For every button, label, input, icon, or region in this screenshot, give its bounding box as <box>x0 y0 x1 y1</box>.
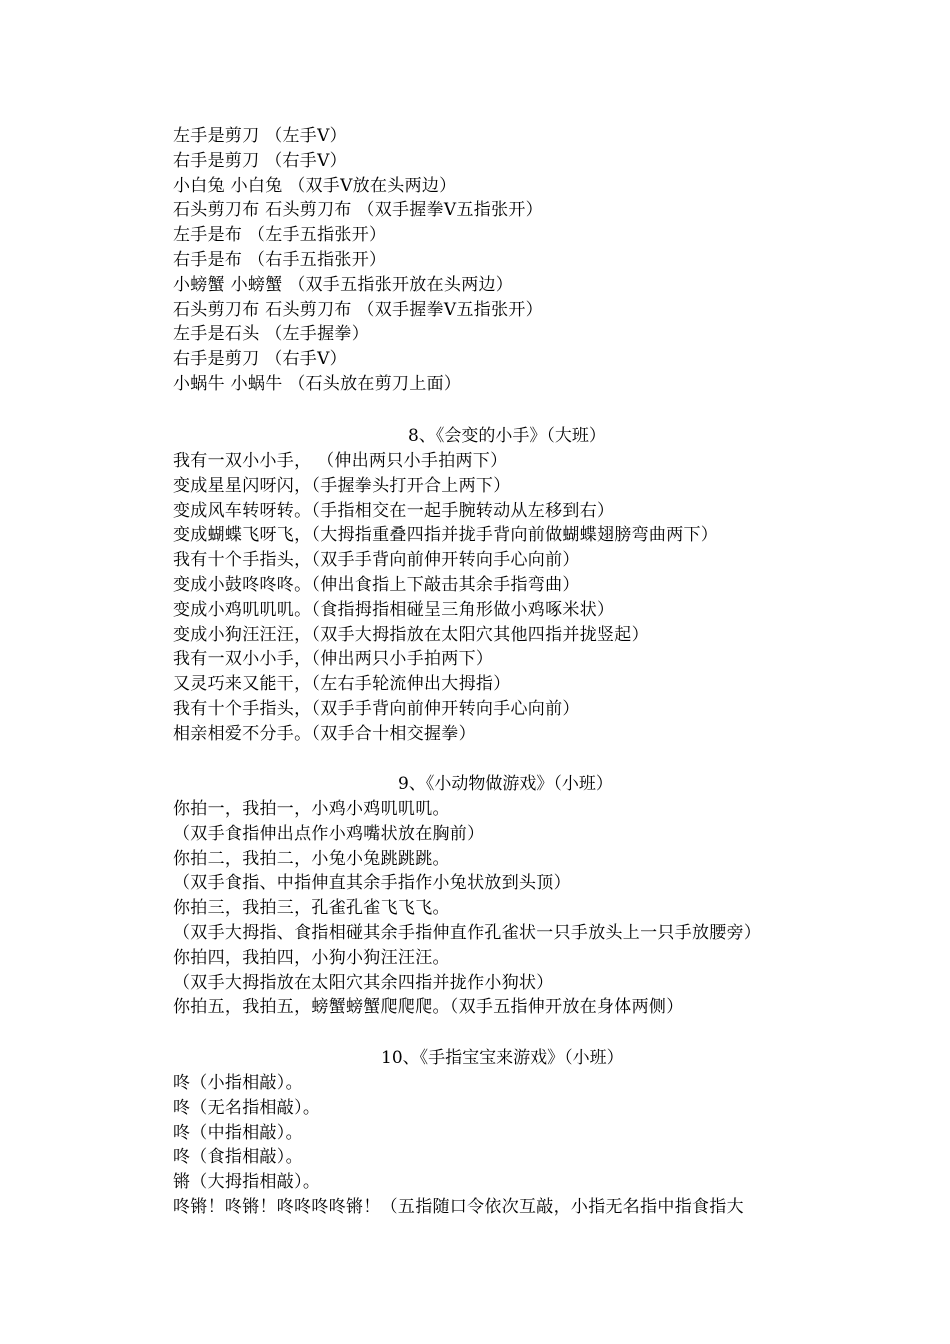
rhyme-line: （双手食指、中指伸直其余手指作小兔状放到头顶） <box>173 873 571 894</box>
rhyme-line: 小螃蟹 小螃蟹 （双手五指张开放在头两边） <box>173 274 514 295</box>
rhyme-line: 相亲相爱不分手。（双手合十相交握拳） <box>173 723 476 744</box>
rhyme-line: （双手大拇指、食指相碰其余手指伸直作孔雀状一只手放头上一只手放腰旁） <box>173 922 762 943</box>
rhyme-line: 又灵巧来又能干，（左右手轮流伸出大拇指） <box>173 674 511 695</box>
rhyme-line: 咚（中指相敲）。 <box>173 1122 303 1143</box>
rhyme-line: （双手食指伸出点作小鸡嘴状放在胸前） <box>173 823 485 844</box>
rhyme-line: 你拍五，我拍五，螃蟹螃蟹爬爬爬。（双手五指伸开放在身体两侧） <box>173 997 684 1018</box>
rhyme-line: 变成风车转呀转。（手指相交在一起手腕转动从左移到右） <box>173 500 615 521</box>
rhyme-line: 变成小狗汪汪汪，（双手大拇指放在太阳穴其他四指并拢竖起） <box>173 624 649 645</box>
section-heading-10: 10、《手指宝宝来游戏》（小班） <box>381 1048 624 1068</box>
rhyme-line: 咚锵！咚锵！咚咚咚咚锵！（五指随口令依次互敲，小指无名指中指食指大 <box>173 1196 744 1217</box>
rhyme-line: 右手是剪刀 （右手V） <box>173 349 347 370</box>
rhyme-line: 左手是布 （左手五指张开） <box>173 225 387 246</box>
rhyme-line: 我有一双小小手，（伸出两只小手拍两下） <box>173 649 494 670</box>
rhyme-line: 咚（食指相敲）。 <box>173 1147 303 1168</box>
rhyme-line: 变成小鼓咚咚咚。（伸出食指上下敲击其余手指弯曲） <box>173 574 580 595</box>
rhyme-line: 我有十个手指头，（双手手背向前伸开转向手心向前） <box>173 550 580 571</box>
rhyme-scissors-rock-paper <box>173 124 823 397</box>
rhyme-line: 咚（无名指相敲）。 <box>173 1097 321 1118</box>
rhyme-finger-babies <box>173 1071 823 1220</box>
rhyme-changing-hands <box>173 449 823 747</box>
rhyme-line: 我有十个手指头，（双手手背向前伸开转向手心向前） <box>173 698 580 719</box>
rhyme-line: 变成蝴蝶飞呀飞，（大拇指重叠四指并拢手背向前做蝴蝶翅膀弯曲两下） <box>173 525 719 546</box>
rhyme-line: 你拍二，我拍二，小兔小兔跳跳跳。 <box>173 848 450 869</box>
rhyme-line: 左手是石头 （左手握拳） <box>173 324 370 345</box>
rhyme-line: 你拍一，我拍一，小鸡小鸡叽叽叽。 <box>173 799 450 819</box>
rhyme-line: 你拍四，我拍四，小狗小狗汪汪汪。 <box>173 947 450 968</box>
rhyme-line: 你拍三，我拍三，孔雀孔雀飞飞飞。 <box>173 898 450 919</box>
rhyme-line: 我有一双小小手， （伸出两只小手拍两下） <box>173 451 508 471</box>
rhyme-line: 左手是剪刀 （左手V） <box>173 126 347 146</box>
rhyme-line: 咚（小指相敲）。 <box>173 1073 303 1093</box>
rhyme-line: （双手大拇指放在太阳穴其余四指并拢作小狗状） <box>173 972 554 993</box>
rhyme-line: 变成小鸡叽叽叽。（食指拇指相碰呈三角形做小鸡啄米状） <box>173 599 615 620</box>
rhyme-line: 锵（大拇指相敲）。 <box>173 1172 321 1193</box>
rhyme-line: 小蜗牛 小蜗牛 （石头放在剪刀上面） <box>173 373 462 394</box>
rhyme-line: 石头剪刀布 石头剪刀布 （双手握拳V五指张开） <box>173 299 543 320</box>
rhyme-line: 变成星星闪呀闪，（手握拳头打开合上两下） <box>173 475 511 496</box>
rhyme-line: 石头剪刀布 石头剪刀布 （双手握拳V五指张开） <box>173 200 543 221</box>
rhyme-line: 右手是布 （右手五指张开） <box>173 249 387 270</box>
rhyme-animals-play <box>173 797 823 1020</box>
rhyme-line: 小白兔 小白兔 （双手V放在头两边） <box>173 175 457 196</box>
rhyme-line: 右手是剪刀 （右手V） <box>173 150 347 171</box>
section-heading-8: 8、《会变的小手》（大班） <box>408 426 606 446</box>
section-heading-9: 9、《小动物做游戏》（小班） <box>398 774 613 794</box>
